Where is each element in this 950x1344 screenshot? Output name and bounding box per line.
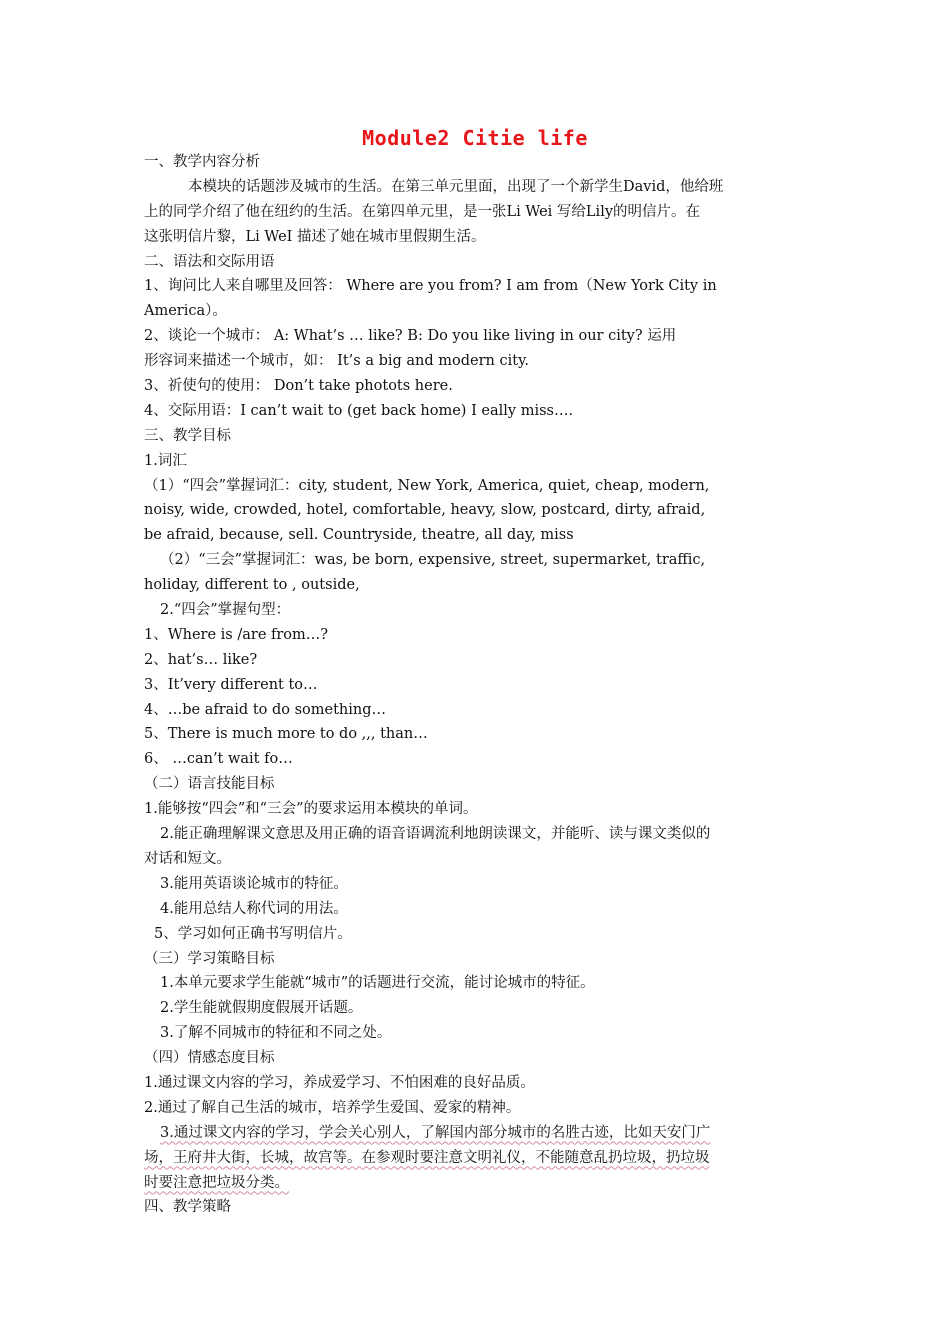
- list-item: 4、…be afraid to do something…: [144, 701, 387, 718]
- list-item: 2.通过了解自己生活的城市，培养学生爱国、爱家的精神。: [144, 1099, 521, 1116]
- paragraph-line: （2）“三会”掌握词汇：was, be born, expensive, street, supermarket, traffic,: [160, 552, 706, 569]
- section-heading: 二、语法和交际用语: [144, 253, 275, 270]
- paragraph-line: noisy, wide, crowded, hotel, comfortable, heavy, slow, postcard, dirty, afraid,: [144, 502, 706, 519]
- paragraph-line: 3、祈使句的使用： Don’t take photots here.: [144, 378, 453, 395]
- spellcheck-underlined-text: 时要注意把垃圾分类。: [144, 1174, 289, 1191]
- paragraph-line: [144, 1146, 808, 1171]
- paragraph-line: 本模块的话题涉及城市的生活。在第三单元里面，出现了一个新学生David，他给班: [188, 178, 724, 195]
- list-item: [144, 1121, 808, 1146]
- paragraph-line: 这张明信片黎，Li WeI 描述了她在城市里假期生活。: [144, 228, 486, 245]
- section-heading: 四、教学策略: [144, 1199, 231, 1216]
- spellcheck-underlined-text: 3.通过课文内容的学习，学会关心别人，了解国内部分城市的名胜古迹，比如天安门广: [160, 1124, 711, 1141]
- list-item: 1.本单元要求学生能就“城市”的话题进行交流，能讨论城市的特征。: [160, 975, 595, 992]
- list-item: 3、It’very different to…: [144, 676, 318, 693]
- list-item: 5、学习如何正确书写明信片。: [154, 925, 352, 942]
- paragraph-line: 4、交际用语：I can’t wait to (get back home) I eally miss….: [144, 402, 574, 419]
- list-item: 4.能用总结人称代词的用法。: [160, 900, 348, 917]
- document-body: [144, 150, 808, 1220]
- paragraph-line: America）。: [144, 303, 227, 320]
- list-item: 5、There is much more to do ,,, than…: [144, 726, 428, 743]
- list-item: 2.能正确理解课文意思及用正确的语音语调流利地朗读课文，并能听、读与课文类似的: [160, 826, 711, 843]
- section-heading: 三、教学目标: [144, 427, 231, 444]
- list-item: 1、Where is /are from…?: [144, 626, 329, 643]
- paragraph-line: 上的同学介绍了他在纽约的生活。在第四单元里，是一张Li Wei 写给Lily的明信片。在: [144, 203, 701, 220]
- subsection-heading: 1.词汇: [144, 452, 187, 469]
- list-item: 2.学生能就假期度假展开话题。: [160, 1000, 363, 1017]
- list-item: 1.通过课文内容的学习，养成爱学习、不怕困难的良好品质。: [144, 1074, 535, 1091]
- list-item: 6、 …can’t wait fo…: [144, 751, 293, 768]
- list-item: 1.能够按“四会”和“三会”的要求运用本模块的单词。: [144, 801, 478, 818]
- list-item: 3.了解不同城市的特征和不同之处。: [160, 1025, 392, 1042]
- paragraph-line: 2、谈论一个城市： A: What’s … like? B: Do you like living in our city? 运用: [144, 328, 677, 345]
- subsection-heading: （三）学习策略目标: [144, 950, 275, 967]
- section-heading: 一、教学内容分析: [144, 154, 260, 170]
- paragraph-line: [144, 1171, 808, 1196]
- paragraph-line: 形容词来描述一个城市，如： It’s a big and modern city.: [144, 353, 529, 370]
- list-item: 3.能用英语谈论城市的特征。: [160, 875, 348, 892]
- paragraph-line: 1、询问比人来自哪里及回答： Where are you from? I am from（New York City in: [144, 278, 717, 295]
- paragraph-line: 对话和短文。: [144, 850, 231, 867]
- subsection-heading: （四）情感态度目标: [144, 1050, 275, 1067]
- document-title: Module2 Citie life: [362, 126, 588, 150]
- list-item: 2、hat’s… like?: [144, 651, 258, 668]
- subsection-heading: 2.“四会”掌握句型：: [160, 602, 291, 619]
- paragraph-line: holiday, different to , outside,: [144, 577, 360, 594]
- paragraph-line: be afraid, because, sell. Countryside, theatre, all day, miss: [144, 527, 574, 544]
- subsection-heading: （二）语言技能目标: [144, 776, 275, 793]
- spellcheck-underlined-text: 场，王府井大街，长城，故宫等。在参观时要注意文明礼仪，不能随意乱扔垃圾，扔垃圾: [144, 1149, 710, 1166]
- paragraph-line: （1）“四会”掌握词汇：city, student, New York, America, quiet, cheap, modern,: [144, 477, 710, 494]
